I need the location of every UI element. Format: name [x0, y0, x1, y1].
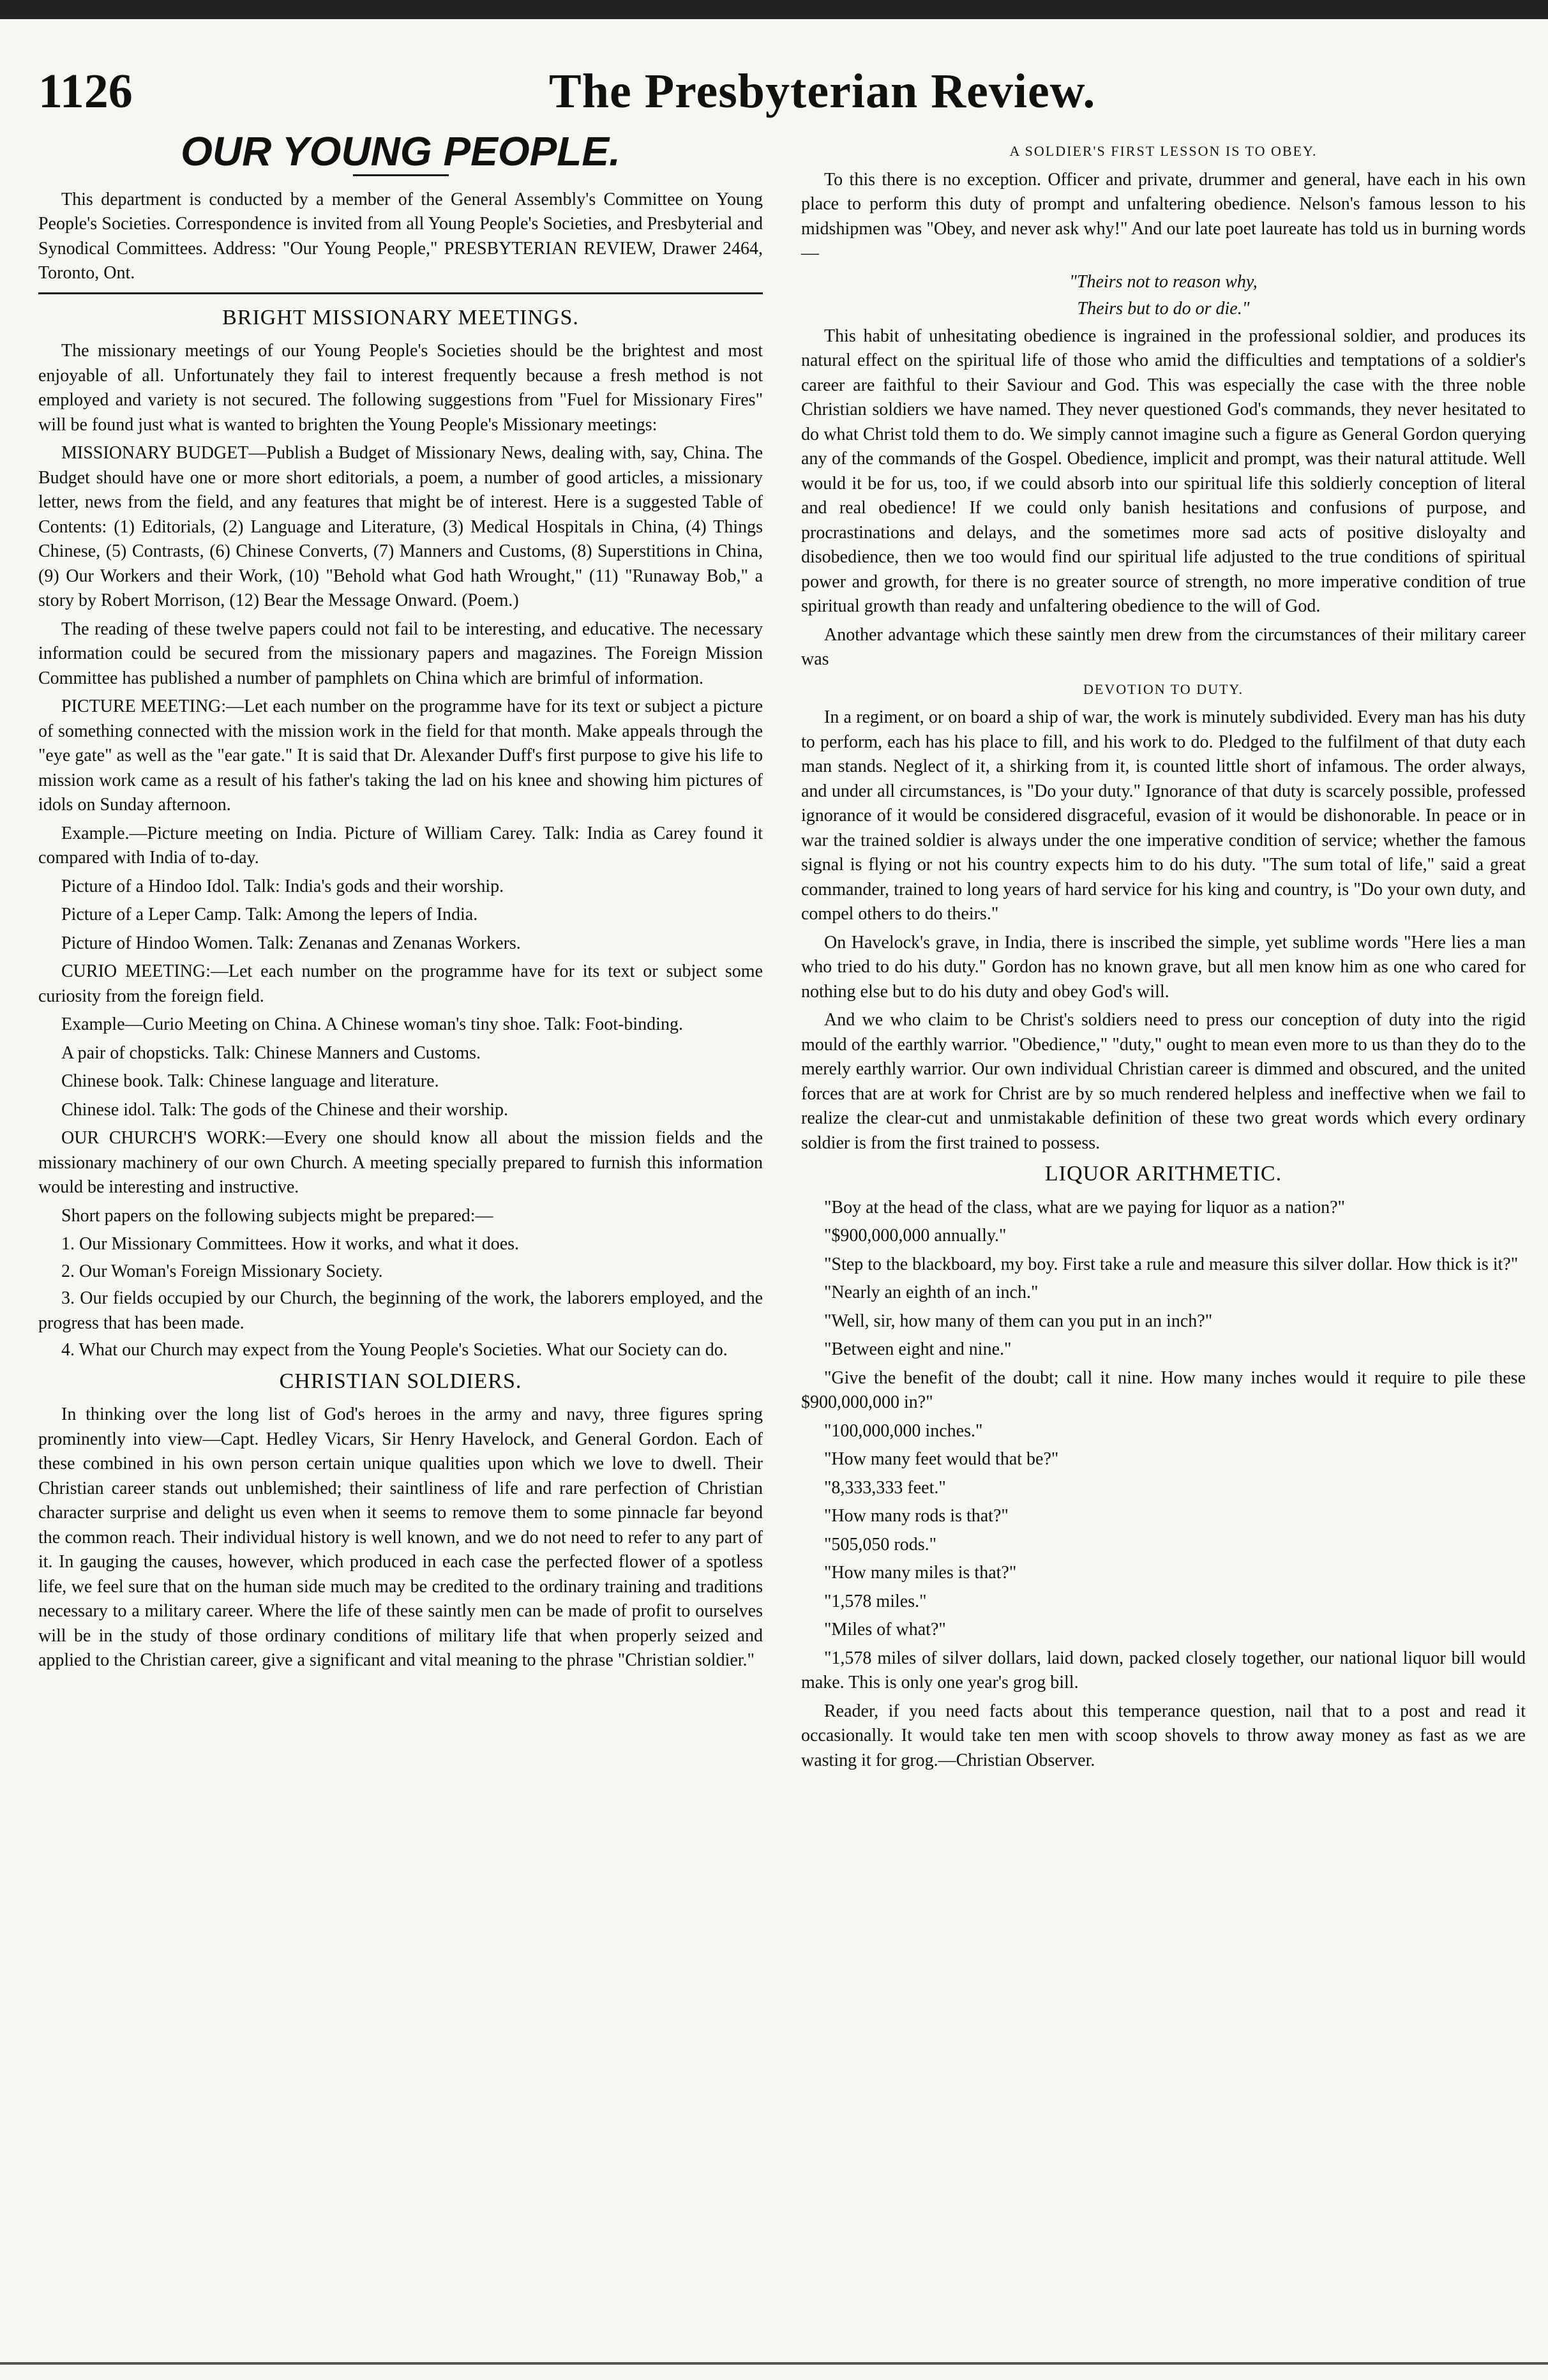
dialogue-line: "Nearly an eighth of an inch.": [824, 1283, 1039, 1302]
paragraph: In thinking over the long list of God's heroes in the army and navy, three figures spring prominently into view—Capt. Hedley Vicars, Sir Henry Havelock, and General Gordon. Each of these combined in his own person certain unique qualities upon which we love to dwell. Their Christian career stands out unblemished; their saintliness of life and rare perfection of Christian character surprise and delight us even when it seems to remove them to some pinnacle far beyond the common reach. Their individual history is well known, and we do not need to refer to any part of it. In gauging the causes, however, which produced in each case the perfected flower of a spotless life, we feel sure that on the human side much may be credited to the ordinary training and traditions necessary to a military career. Where the life of these saintly men can be made of profit to ourselves will be in the study of those ordinary conditions of military life that when properly seized and applied to the Christian career, give a significant and vital meaning to the phrase "Christian soldier.": [38, 1405, 763, 1670]
paragraph: To this there is no exception. Officer and private, drummer and general, have each in his own place to perform this duty of prompt and unfaltering obedience. Nelson's famous lesson to his midshipmen was "Obey, and never ask why!" And our late poet laureate has told us in burning words—: [801, 169, 1526, 263]
left-column: [38, 128, 763, 1677]
paragraph: Picture of a Hindoo Idol. Talk: India's gods and their worship.: [61, 876, 504, 896]
dialogue-line: "505,050 rods.": [824, 1534, 937, 1555]
list-item: 3. Our fields occupied by our Church, the beginning of the work, the laborers employed, and the progress that has been made.: [38, 1288, 763, 1333]
paragraph: Short papers on the following subjects might be prepared:—: [61, 1205, 493, 1226]
paragraph: Chinese book. Talk: Chinese language and literature.: [61, 1071, 439, 1091]
article-title-liquor-arithmetic: LIQUOR ARITHMETIC.: [1044, 1162, 1282, 1186]
page-number: 1126: [38, 64, 133, 118]
paragraph: OUR CHURCH'S WORK:—Every one should know all about the mission fields and the missionary machinery of our own Church. A meeting specially prepared to furnish this information would be interesting and instructive.: [38, 1128, 763, 1197]
dialogue-line: "How many feet would that be?": [824, 1449, 1059, 1469]
dialogue-line: "Boy at the head of the class, what are we paying for liquor as a nation?": [824, 1197, 1345, 1217]
scan-top-band: [0, 0, 1548, 19]
list-item: 2. Our Woman's Foreign Missionary Society.: [61, 1261, 383, 1281]
verse-line: "Theirs not to reason why,: [1069, 271, 1258, 292]
paragraph: Reader, if you need facts about this temperance question, nail that to a post and read it occasionally. It would take ten men with scoop shovels to throw away money as fast as we are wasting it for grog.—Christian Observer.: [801, 1701, 1526, 1770]
scan-bottom-edge: [0, 2362, 1548, 2365]
section-title-our-young-people: OUR YOUNG PEOPLE.: [181, 128, 620, 174]
verse-line: Theirs but to do or die.": [1077, 299, 1250, 319]
paragraph: MISSIONARY BUDGET—Publish a Budget of Missionary News, dealing with, say, China. The Budget should have one or more short editorials, a poem, a number of good articles, a missionary letter, news from the field, and any features that might be of interest. Here is a suggested Table of Contents: (1) Editorials, (2) Language and Literature, (3) Medical Hospitals in China, (4) Things Chinese, (5) Contrasts, (6) Chinese Converts, (7) Manners and Customs, (8) Superstitions in China, (9) Our Workers and their Work, (10) "Behold what God hath Wrought," (11) "Runaway Bob," a story by Robert Morrison, (12) Bear the Message Onward. (Poem.): [38, 443, 763, 610]
journal-title: The Presbyterian Review.: [549, 64, 1096, 118]
paragraph: A pair of chopsticks. Talk: Chinese Manners and Customs.: [61, 1043, 481, 1063]
paragraph: And we who claim to be Christ's soldiers need to press our conception of duty into the rigid mould of the earthly warrior. "Obedience," "duty," ought to mean even more to us than they do to the merely earthly warrior. Our own individual Christian career is dimmed and obscured, and the united forces that are at work for Christ are by so much rendered helpless and ineffective when we fail to realize the clear-cut and unmistakable definition of these two great words which every ordinary soldier is from the first trained to possess.: [801, 1010, 1526, 1153]
dialogue-line: "Give the benefit of the doubt; call it nine. How many inches would it require to pile these $900,000,000 in?": [801, 1367, 1526, 1412]
dialogue-line: "Step to the blackboard, my boy. First take a rule and measure this silver dollar. How thick is it?": [824, 1254, 1519, 1274]
list-item: 1. Our Missionary Committees. How it works, and what it does.: [61, 1234, 520, 1254]
list-item: 4. What our Church may expect from the Young People's Societies. What our Society can do.: [61, 1340, 728, 1360]
dialogue-line: "$900,000,000 annually.": [824, 1226, 1007, 1246]
paragraph: CURIO MEETING:—Let each number on the programme have for its text or subject some curiosity from the foreign field.: [38, 961, 763, 1006]
divider: [38, 292, 763, 294]
paragraph: Example.—Picture meeting on India. Picture of William Carey. Talk: India as Carey found it compared with India of to-day.: [38, 823, 763, 868]
subhead-first-lesson: A SOLDIER'S FIRST LESSON IS TO OBEY.: [1009, 143, 1318, 159]
dialogue-line: "Well, sir, how many of them can you put in an inch?": [824, 1311, 1213, 1331]
paragraph: Example—Curio Meeting on China. A Chinese woman's tiny shoe. Talk: Foot-binding.: [61, 1014, 683, 1034]
article-title-bright-missionary-meetings: BRIGHT MISSIONARY MEETINGS.: [222, 305, 579, 329]
department-intro: This department is conducted by a member of the General Assembly's Committee on Young People's Societies. Correspondence is invited from all Young People's Societies, and Presbyterial and Synodical Committees. Address: "Our Young People," PRESBYTERIAN REVIEW, Drawer 2464, Toronto, Ont.: [38, 189, 763, 283]
paragraph: PICTURE MEETING:—Let each number on the programme have for its text or subject a picture of something connected with the mission work in the field for that month. Make appeals through the "eye gate" as well as the "ear gate." It is said that Dr. Alexander Duff's first purpose to give his life to mission work came as a result of his father's taking the lad on his knee and showing him pictures of idols on Sunday afternoon.: [38, 697, 763, 815]
article-title-christian-soldiers: CHRISTIAN SOLDIERS.: [279, 1369, 522, 1393]
paragraph: The reading of these twelve papers could not fail to be interesting, and educative. The necessary information could be secured from the missionary papers and magazines. The Foreign Mission Committee has published a number of pamphlets on China which are brimful of information.: [38, 619, 763, 688]
paragraph: In a regiment, or on board a ship of war, the work is minutely subdivided. Every man has his duty to perform, each has his place to fill, and his work to do. Pledged to the fulfilment of that duty each man stands. Neglect of it, a shirking from it, is counted little short of infamous. The order always, and under all circumstances, is "Do your duty." Ignorance of that duty is scarcely possible, professed ignorance of it would be considered disgraceful, evasion of it would be dishonorable. In peace or in war the trained soldier is always under the one imperative condition of service; whether the famous signal is flying or not his country expects him to do his duty. "The sum total of life," said a great commander, trained to long years of hard service for his king and country, is "Do your own duty, and compel others to do theirs.": [801, 707, 1526, 924]
dialogue-line: "8,333,333 feet.": [824, 1477, 946, 1498]
dialogue-line: "1,578 miles.": [824, 1591, 927, 1611]
subhead-devotion-to-duty: DEVOTION TO DUTY.: [1083, 681, 1244, 697]
dialogue-line: "How many miles is that?": [824, 1563, 1017, 1583]
dialogue-line: "Between eight and nine.": [824, 1339, 1012, 1359]
dialogue-line: "100,000,000 inches.": [824, 1420, 983, 1441]
right-column: [801, 134, 1526, 1777]
paragraph: Another advantage which these saintly men drew from the circumstances of their military career was: [801, 624, 1526, 669]
paragraph: Picture of Hindoo Women. Talk: Zenanas and Zenanas Workers.: [61, 933, 521, 953]
paragraph: Chinese idol. Talk: The gods of the Chinese and their worship.: [61, 1099, 509, 1120]
dialogue-line: "1,578 miles of silver dollars, laid down, packed closely together, our national liquor bill would make. This is only one year's grog bill.: [801, 1648, 1526, 1692]
paragraph: The missionary meetings of our Young People's Societies should be the brightest and most enjoyable of all. Unfortunately they fail to interest frequently because a fresh method is not employed and variety is not secured. The following suggestions from "Fuel for Missionary Fires" will be found just what is wanted to brighten the Young People's Missionary meetings:: [38, 341, 763, 435]
paragraph: This habit of unhesitating obedience is ingrained in the professional soldier, and produces its natural effect on the spiritual life of those who amid the difficulties and temptations of a soldier's career are faithful to their Saviour and God. This was especially the case with the three noble Christian soldiers we have named. They never questioned God's commands, they never hesitated to do what Christ told them to do. We simply cannot imagine such a figure as General Gordon querying any of the commands of the Gospel. Obedience, implicit and prompt, was their natural attitude. Well would it be for us, too, if we could absorb into our spiritual life this soldierly conception of literal and real obedience! If we could only banish hesitations and confusions of purpose, and procrastinations and delays, and the sometimes more sad acts of positive disloyalty and disobedience, then we too would find our spiritual life adjusted to the true conditions of spiritual power and growth, for there is no greater source of strength, no more imperative condition of true spiritual growth than ready and unfaltering obedience to the will of God.: [801, 326, 1526, 616]
paragraph: On Havelock's grave, in India, there is inscribed the simple, yet sublime words "Here lies a man who tried to do his duty." Gordon has no known grave, but all men know him as one who cared for nothing else but to do his duty and obey God's will.: [801, 932, 1526, 1002]
paragraph: Picture of a Leper Camp. Talk: Among the lepers of India.: [61, 905, 478, 924]
dialogue-line: "How many rods is that?": [824, 1506, 1009, 1526]
page-header: [38, 64, 1507, 134]
dialogue-line: "Miles of what?": [824, 1620, 946, 1639]
